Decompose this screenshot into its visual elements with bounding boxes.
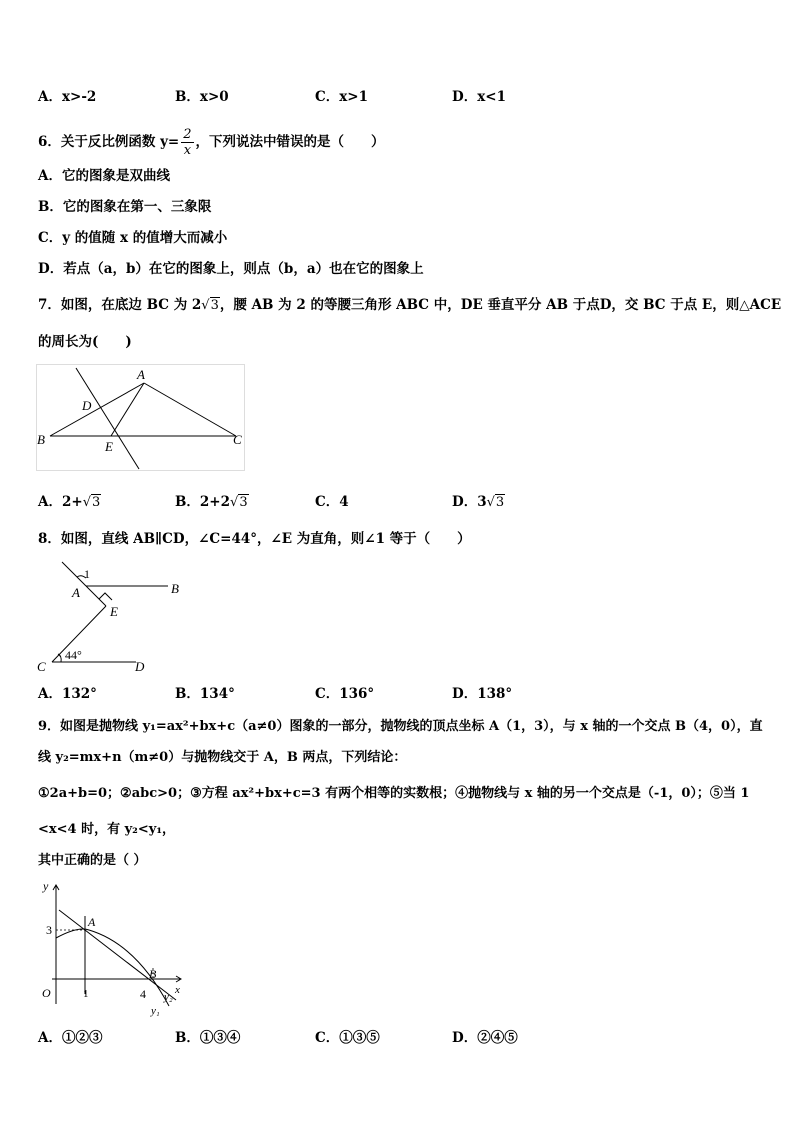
q9-option-a: A．①②③ [38,1030,103,1046]
q7-option-a-sqrt: √3 [82,495,101,510]
q6-option-d: D．若点（a，b）在它的图象上，则点（b，a）也在它的图象上 [38,261,424,277]
q7-option-d [452,493,505,512]
q9-label-4: 4 [140,987,146,1001]
q9-line-y2 [59,910,176,1000]
q7-option-c: C．4 [315,494,349,510]
q7-prefix: 7．如图，在底边 BC 为 2 [38,297,202,313]
q9-figure [36,876,186,1018]
q9-label-y1: y₁ [151,1005,160,1017]
q8-option-d: D．138° [452,686,513,702]
q9-stem-line1: 9．如图是抛物线 y₁=ax²+bx+c（a≠0）图象的一部分，抛物线的顶点坐标 A（1，3），与 x 轴的一个交点 B（4，0），直 [38,719,763,734]
q5-option-c: C．x>1 [315,89,368,105]
q9-stem-line3: ①2a+b=0；②abc>0；③方程 ax²+bx+c=3 有两个相等的实数根；④抛物线与 x 轴的另一个交点是（-1，0）；⑤当 1 [38,786,750,801]
q8-label-44: 44° [65,648,82,662]
q7-option-b-prefix: B．2+2 [175,494,231,510]
q6-fraction [181,127,193,158]
q8-option-a: A．132° [38,686,97,702]
q9-label-b: B [149,967,157,981]
q7-option-a-radicand: 3 [91,495,101,510]
q7-segment-ac [144,383,236,436]
q8-ray-through-a [62,562,86,586]
q7-stem-line2: 的周长为( ) [38,334,132,350]
q7-option-d-prefix: D．3 [452,494,487,510]
q9-label-y: y [43,879,49,893]
q7-figure [36,364,246,472]
q7-stem-line1 [38,296,781,315]
q6-frac-den: x [183,143,192,158]
q7-segment-ae [111,383,144,436]
q7-label-d: D [82,398,92,413]
q6-frac-num: 2 [183,127,192,142]
q9-label-a: A [88,915,96,929]
q7-label-c: C [233,432,242,447]
q8-label-b: B [171,581,179,596]
q8-label-e: E [110,604,118,619]
q8-segment-ae [86,586,106,606]
q6-stem-prefix: 6．关于反比例函数 y= [38,134,180,150]
q6-option-a: A．它的图象是双曲线 [38,168,170,184]
q5-option-d: D．x<1 [452,89,506,105]
q9-label-1: 1 [83,988,89,1000]
q8-label-c: C [37,659,46,674]
q5-option-a: A．x>-2 [38,89,97,105]
q7-radicand: 3 [210,298,219,313]
q9-stem-line5: 其中正确的是（ ） [38,853,147,868]
q7-option-d-radicand: 3 [495,495,505,510]
q7-sqrt: √3 [201,298,219,313]
q8-label-a: A [72,585,80,600]
q7-option-b-radicand: 3 [239,495,248,510]
q7-option-a [38,493,101,512]
q5-option-b: B．x>0 [175,89,229,105]
q8-option-c: C．136° [315,686,375,702]
q8-label-d: D [135,659,145,674]
q7-segment-ab [50,383,144,436]
q9-stem-line4: <x<4 时，有 y₂<y₁， [38,822,176,837]
q7-label-b: B [37,432,45,447]
q6-stem [38,127,385,158]
q9-label-o: O [42,986,51,1000]
q7-suffix: ，腰 AB 为 2 的等腰三角形 ABC 中，DE 垂直平分 AB 于点D，交 BC 于点 E，则△ACE [219,297,782,313]
q8-stem: 8．如图，直线 AB∥CD，∠C=44°，∠E 为直角，则∠1 等于（ ） [38,531,471,547]
q9-stem-line2: 线 y₂=mx+n（m≠0）与抛物线交于 A，B 两点，下列结论： [38,750,407,765]
q7-option-b [175,493,249,512]
q7-label-e: E [105,439,113,454]
q7-label-a: A [137,367,145,382]
q7-option-b-sqrt: √3 [230,495,248,510]
q9-option-c: C．①③⑤ [315,1030,380,1046]
q6-option-c: C．y 的值随 x 的值增大而减小 [38,230,228,246]
q9-option-b: B．①③④ [175,1030,241,1046]
q9-label-x: x [175,984,180,996]
q8-right-angle-mark [99,593,112,600]
q8-figure [34,558,194,678]
q9-label-3: 3 [46,923,52,937]
q9-option-d: D．②④⑤ [452,1030,518,1046]
q7-option-a-prefix: A．2+ [38,494,83,510]
q6-option-b: B．它的图象在第一、三象限 [38,199,212,215]
q7-option-d-sqrt: √3 [486,495,505,510]
q9-label-y2: y₂ [164,991,173,1003]
q8-label-1: 1 [84,567,90,581]
q8-option-b: B．134° [175,686,235,702]
q6-stem-suffix: ，下列说法中错误的是（ ） [195,134,385,150]
